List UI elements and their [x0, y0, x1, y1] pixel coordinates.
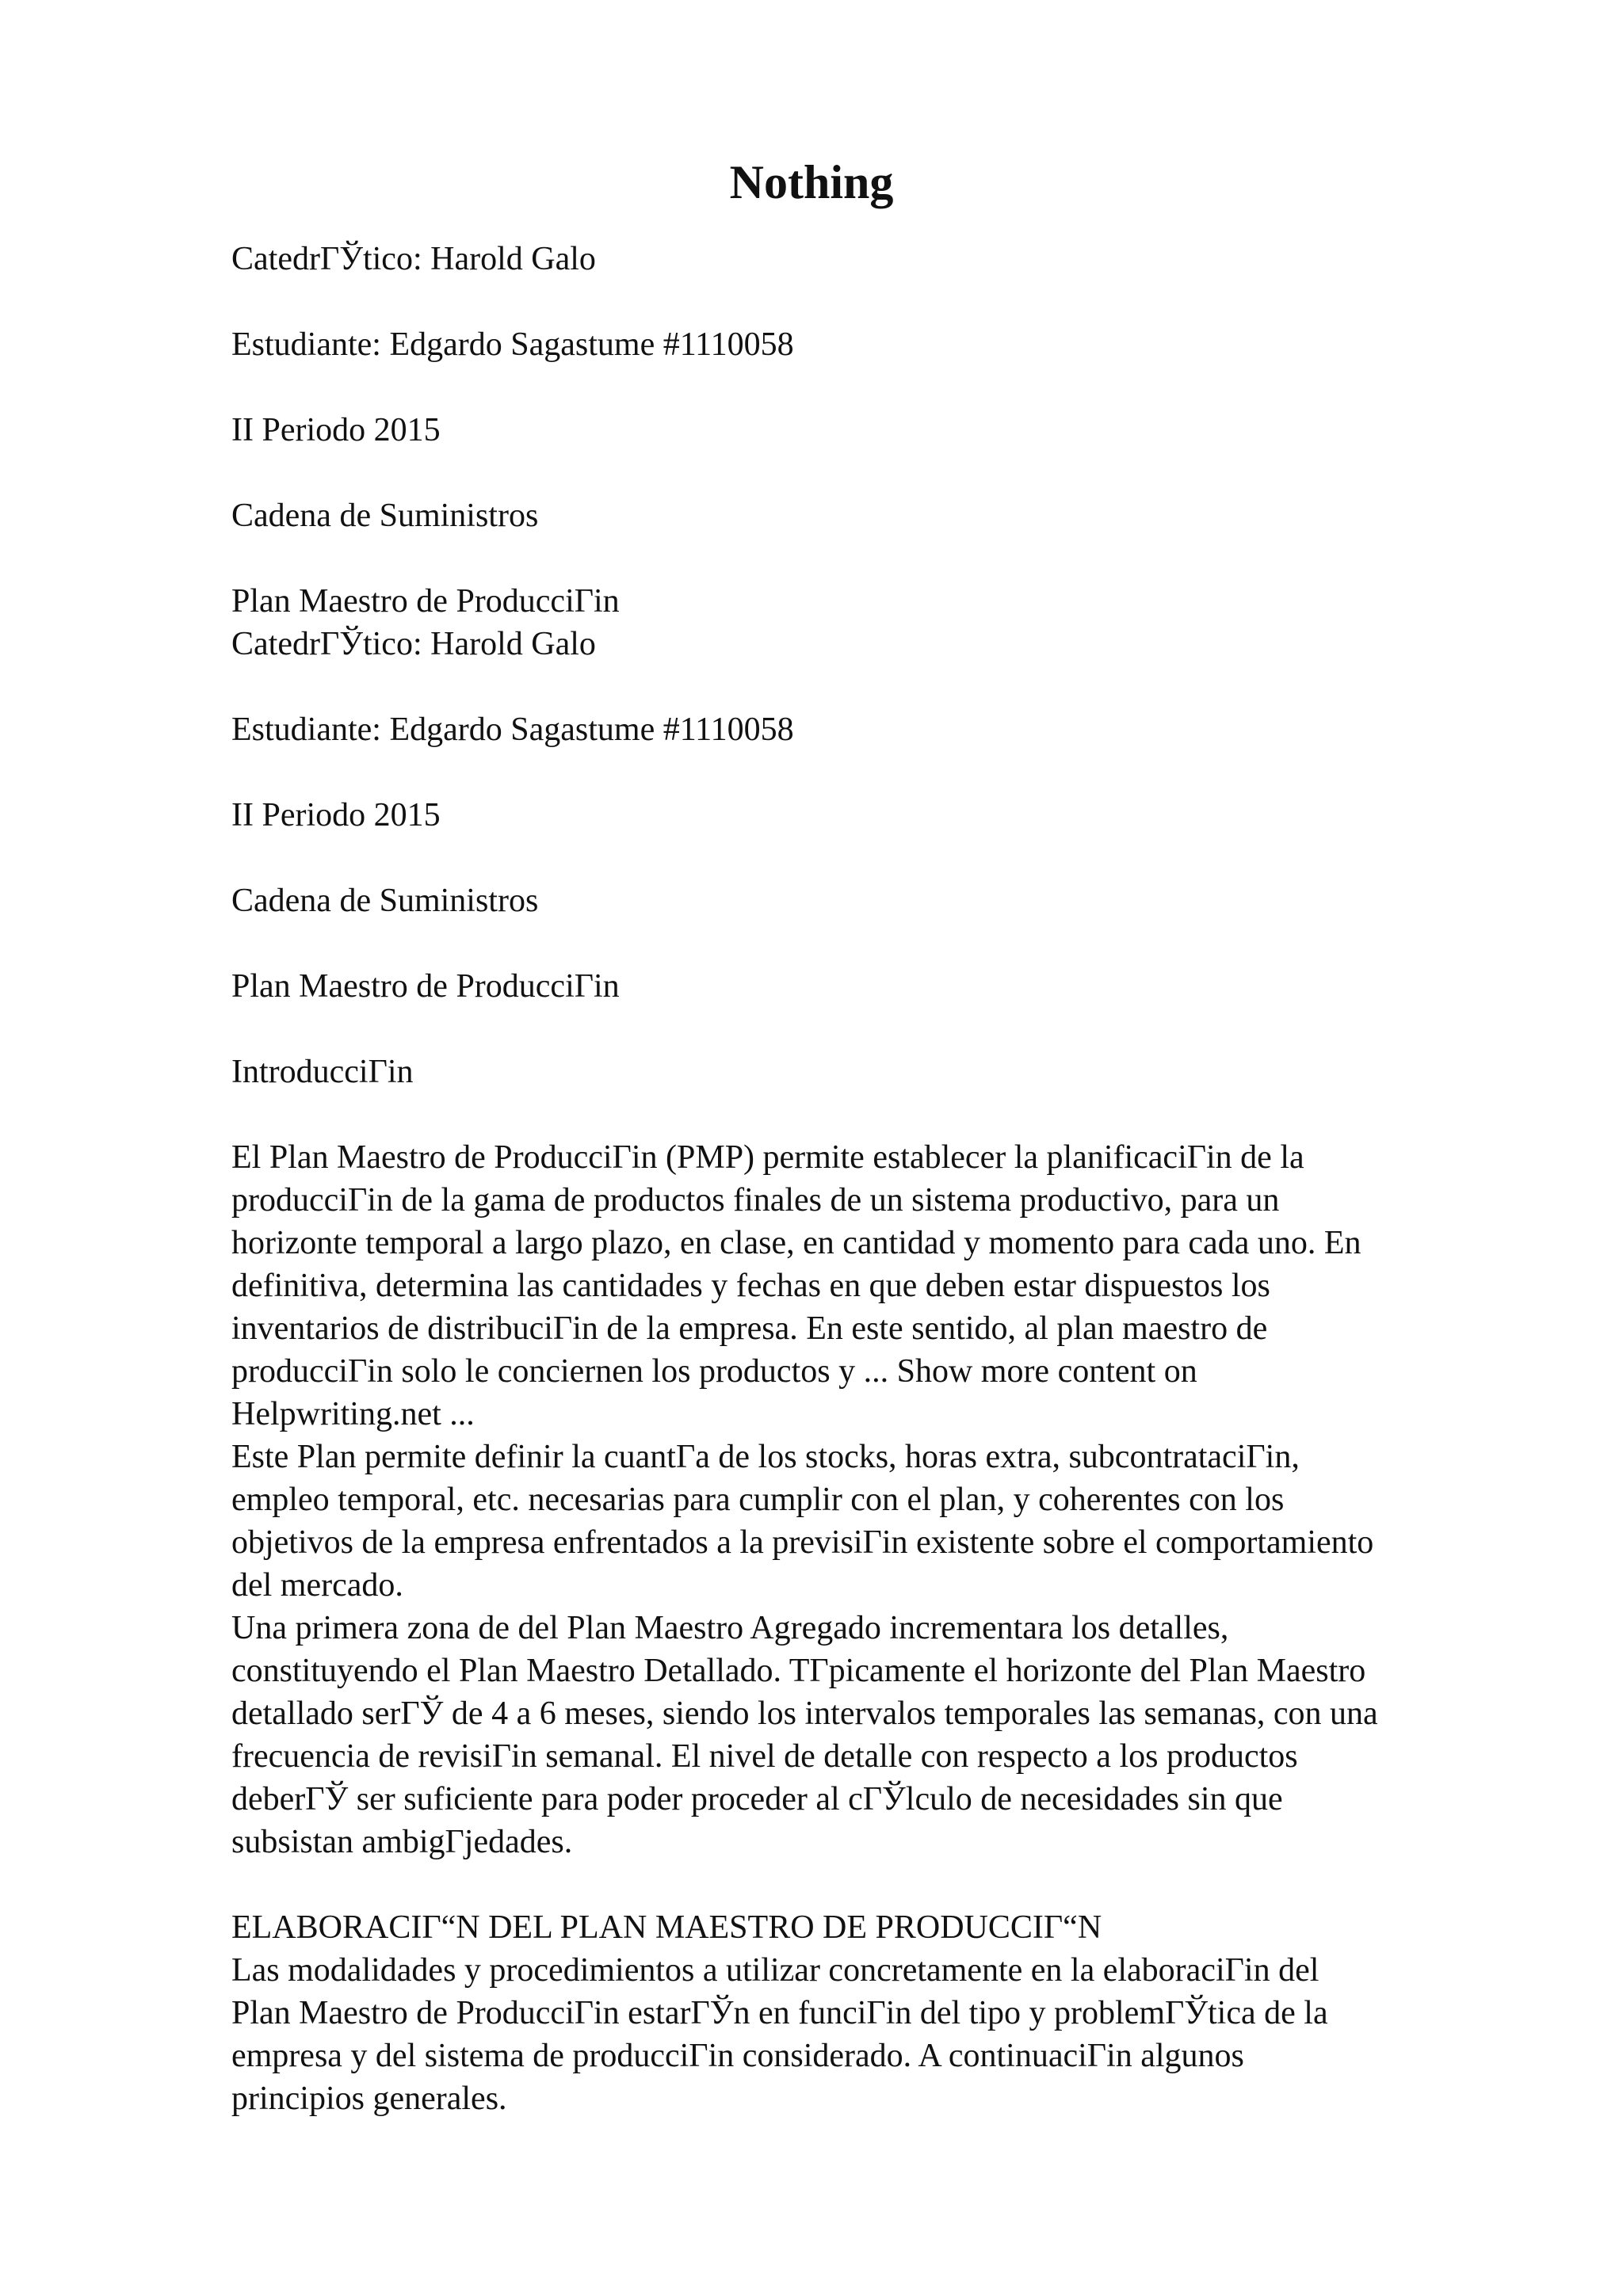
document-title: Nothing — [729, 156, 894, 208]
text-line: Una primera zona de del Plan Maestro Agregado incrementara los detalles, — [231, 1610, 1229, 1646]
text-line: II Periodo 2015 — [231, 412, 441, 448]
paragraph — [231, 409, 1515, 452]
text-line: CatedrГЎtico: Harold Galo — [231, 626, 596, 662]
text-line: Estudiante: Edgardo Sagastume #1110058 — [231, 711, 794, 748]
paragraph — [231, 238, 1515, 280]
text-line: IntroducciГіn — [231, 1054, 414, 1090]
paragraph — [231, 494, 1515, 537]
paragraph — [231, 965, 1515, 1008]
text-line: II Periodo 2015 — [231, 797, 441, 833]
text-line: principios generales. — [231, 2081, 507, 2117]
text-line: definitiva, determina las cantidades y fechas en que deben estar dispuestos los — [231, 1268, 1270, 1304]
paragraph — [231, 1136, 1515, 1863]
text-line: CatedrГЎtico: Harold Galo — [231, 241, 596, 277]
text-line: empresa y del sistema de producciГіn considerado. A continuaciГіn algunos — [231, 2038, 1244, 2074]
text-line: ELABORACIГ“N DEL PLAN MAESTRO DE PRODUCCIГ“N — [231, 1909, 1102, 1946]
text-line: Estudiante: Edgardo Sagastume #1110058 — [231, 326, 794, 363]
text-line: subsistan ambigГјedades. — [231, 1824, 573, 1860]
text-line: Cadena de Suministros — [231, 883, 539, 919]
text-line: frecuencia de revisiГіn semanal. El nivel de detalle con respecto a los productos — [231, 1738, 1298, 1775]
text-line: constituyendo el Plan Maestro Detallado. TГpicamente el horizonte del Plan Maestro — [231, 1653, 1366, 1689]
text-line: inventarios de distribuciГіn de la empresa. En este sentido, al plan maestro de — [231, 1310, 1268, 1347]
text-line: Plan Maestro de ProducciГіn — [231, 968, 620, 1005]
text-line: Cadena de Suministros — [231, 498, 539, 534]
text-line: Las modalidades y procedimientos a utilizar concretamente en la elaboraciГіn del — [231, 1952, 1319, 1989]
text-line: El Plan Maestro de ProducciГіn (PMP) permite establecer la planificaciГіn de la — [231, 1139, 1304, 1176]
paragraph — [231, 879, 1515, 922]
text-line: producciГіn de la gama de productos finales de un sistema productivo, para un — [231, 1182, 1280, 1219]
paragraph — [231, 1051, 1515, 1093]
text-line: Helpwriting.net ... — [231, 1396, 475, 1432]
text-line: del mercado. — [231, 1567, 403, 1604]
text-line: producciГіn solo le conciernen los productos y ... Show more content on — [231, 1353, 1197, 1390]
document-body — [231, 238, 1515, 2163]
text-line: Este Plan permite definir la cuantГa de los stocks, horas extra, subcontrataciГіn, — [231, 1439, 1300, 1475]
paragraph — [231, 1906, 1515, 2120]
text-line: horizonte temporal a largo plazo, en clase, en cantidad y momento para cada uno. En — [231, 1225, 1361, 1261]
paragraph — [231, 323, 1515, 366]
text-line: empleo temporal, etc. necesarias para cumplir con el plan, y coherentes con los — [231, 1482, 1285, 1518]
paragraph — [231, 580, 1515, 666]
text-line: objetivos de la empresa enfrentados a la previsiГіn existente sobre el comportamiento — [231, 1524, 1374, 1561]
paragraph — [231, 708, 1515, 751]
paragraph — [231, 794, 1515, 837]
text-line: Plan Maestro de ProducciГіn — [231, 583, 620, 620]
text-line: detallado serГЎ de 4 a 6 meses, siendo los intervalos temporales las semanas, con una — [231, 1695, 1378, 1732]
text-line: deberГЎ ser suficiente para poder proceder al cГЎlculo de necesidades sin que — [231, 1781, 1283, 1817]
text-line: Plan Maestro de ProducciГіn estarГЎn en funciГіn del tipo y problemГЎtica de la — [231, 1995, 1328, 2031]
